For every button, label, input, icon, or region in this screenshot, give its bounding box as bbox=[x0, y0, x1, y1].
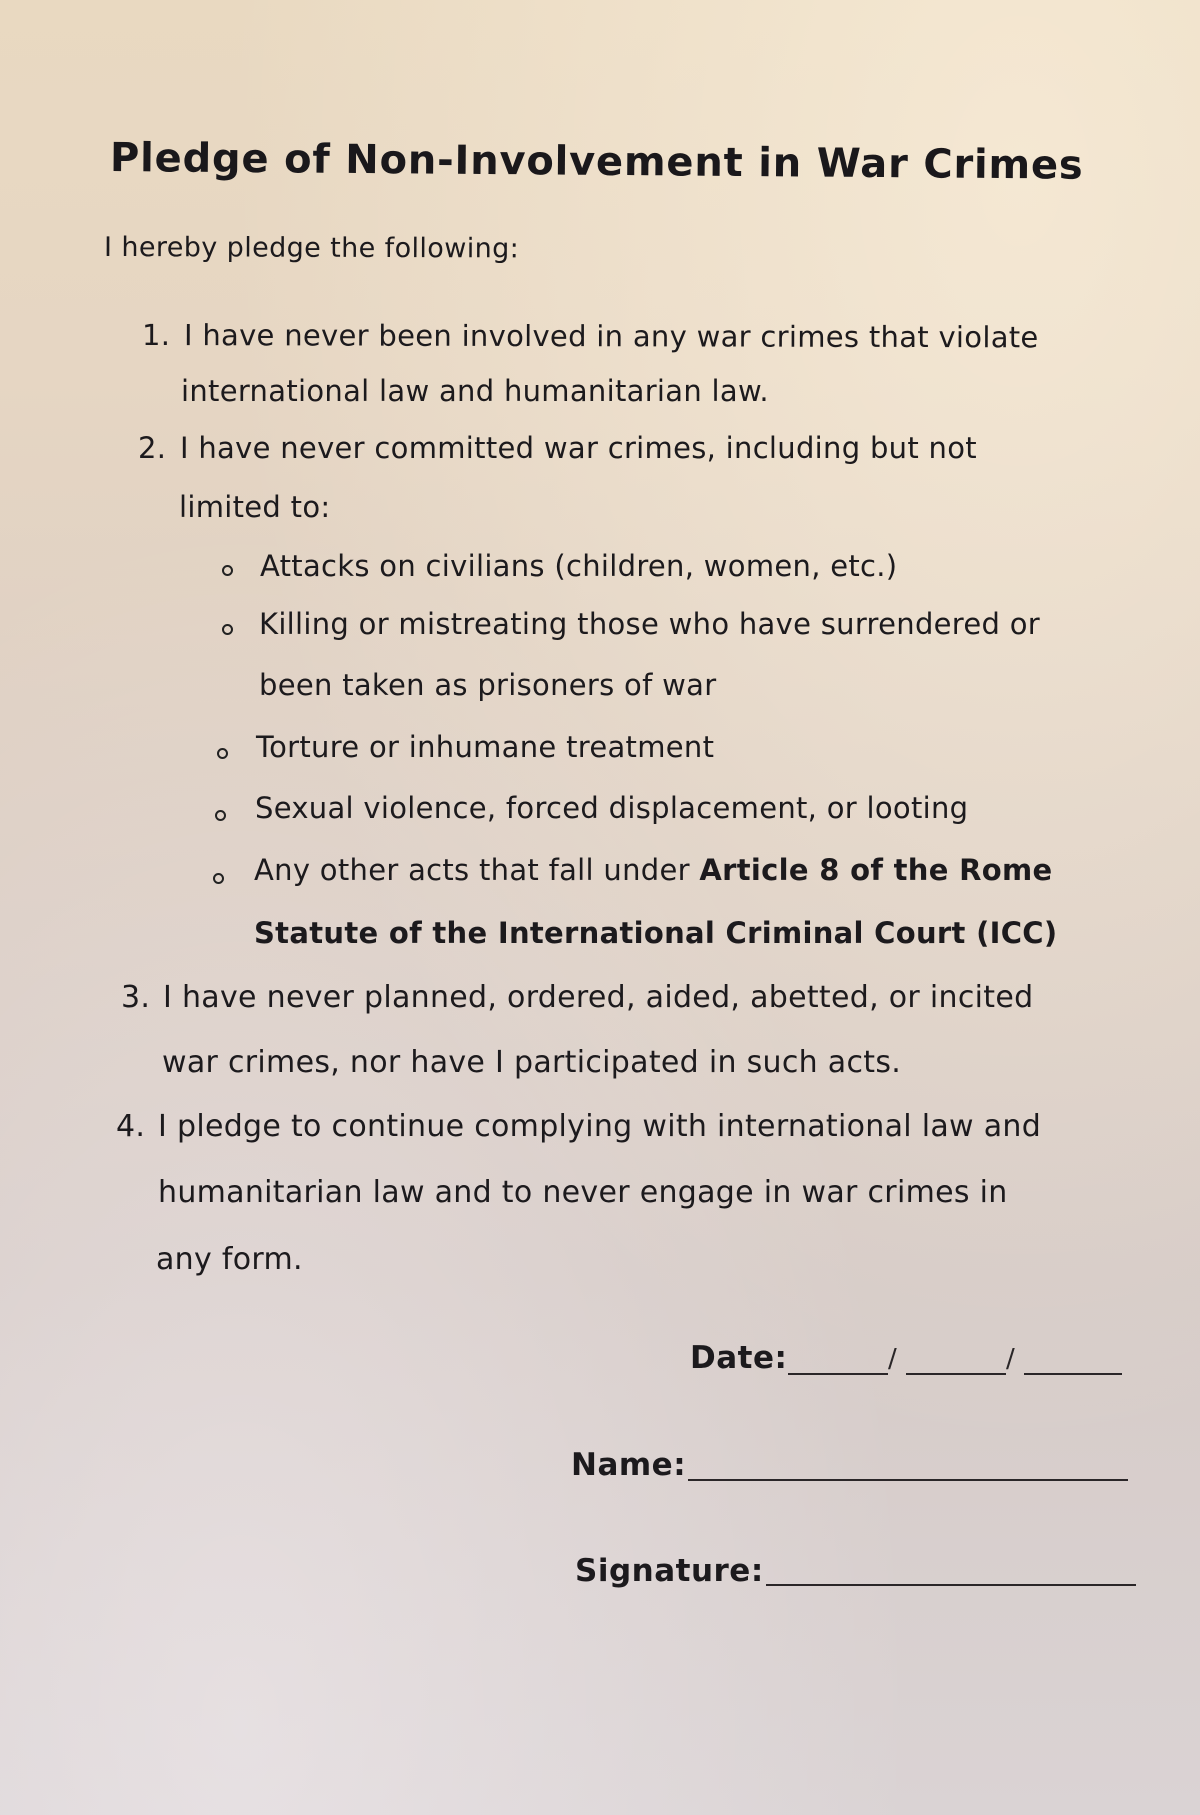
subitem-3-line-1: Torture or inhumane treatment bbox=[256, 730, 715, 764]
date-label: Date: bbox=[690, 1340, 788, 1376]
item-3-text: I have never planned, ordered, aided, abetted, or incited bbox=[163, 980, 1034, 1015]
item-3-line-2: war crimes, nor have I participated in such acts. bbox=[162, 1045, 902, 1080]
subitem-5-line-2: Statute of the International Criminal Court (ICC) bbox=[254, 916, 1058, 950]
date-year-blank[interactable] bbox=[1024, 1373, 1122, 1375]
item-4-text: I pledge to continue complying with international law and bbox=[158, 1109, 1042, 1144]
pledge-intro: I hereby pledge the following: bbox=[103, 232, 520, 265]
item-2-line-2: limited to: bbox=[179, 490, 331, 524]
date-separator-2: / bbox=[1006, 1344, 1015, 1374]
item-1-number: 1. bbox=[141, 318, 171, 353]
document-title: Pledge of Non-Involvement in War Crimes bbox=[109, 135, 1084, 189]
bullet-1-icon bbox=[222, 565, 233, 576]
item-4-line-3: any form. bbox=[156, 1242, 303, 1277]
item-1-text: I have never been involved in any war crimes that violate bbox=[183, 318, 1039, 355]
bullet-5-icon bbox=[213, 873, 224, 884]
item-4-line-1 bbox=[116, 1109, 1041, 1144]
date-separator-1: / bbox=[888, 1344, 897, 1374]
item-2-line-1 bbox=[138, 431, 977, 465]
item-4-line-2: humanitarian law and to never engage in war crimes in bbox=[158, 1175, 1008, 1210]
subitem-5-line-1 bbox=[254, 853, 1052, 887]
subitem-1-line-1: Attacks on civilians (children, women, etc.) bbox=[260, 549, 898, 583]
date-month-blank[interactable] bbox=[906, 1373, 1006, 1375]
item-3-number: 3. bbox=[121, 980, 151, 1015]
item-3-line-1 bbox=[121, 980, 1033, 1015]
signature-blank[interactable] bbox=[766, 1584, 1136, 1586]
item-4-number: 4. bbox=[116, 1109, 146, 1144]
item-2-text: I have never committed war crimes, including but not bbox=[180, 431, 977, 465]
subitem-4-line-1: Sexual violence, forced displacement, or looting bbox=[255, 791, 969, 825]
subitem-2-line-2: been taken as prisoners of war bbox=[259, 668, 717, 702]
item-1-line-2: international law and humanitarian law. bbox=[181, 374, 769, 408]
name-label: Name: bbox=[571, 1447, 687, 1483]
item-2-number: 2. bbox=[138, 431, 167, 465]
item-1-line-1 bbox=[142, 318, 1039, 354]
name-blank[interactable] bbox=[688, 1479, 1128, 1481]
subitem-5-text: Any other acts that fall under bbox=[254, 853, 700, 887]
subitem-2-line-1: Killing or mistreating those who have surrendered or bbox=[259, 607, 1041, 641]
bullet-4-icon bbox=[215, 810, 226, 821]
signature-label: Signature: bbox=[575, 1553, 764, 1589]
bullet-3-icon bbox=[217, 748, 228, 759]
date-day-blank[interactable] bbox=[788, 1373, 888, 1375]
subitem-5-bold-text: Article 8 of the Rome bbox=[699, 853, 1053, 887]
bullet-2-icon bbox=[222, 624, 233, 635]
